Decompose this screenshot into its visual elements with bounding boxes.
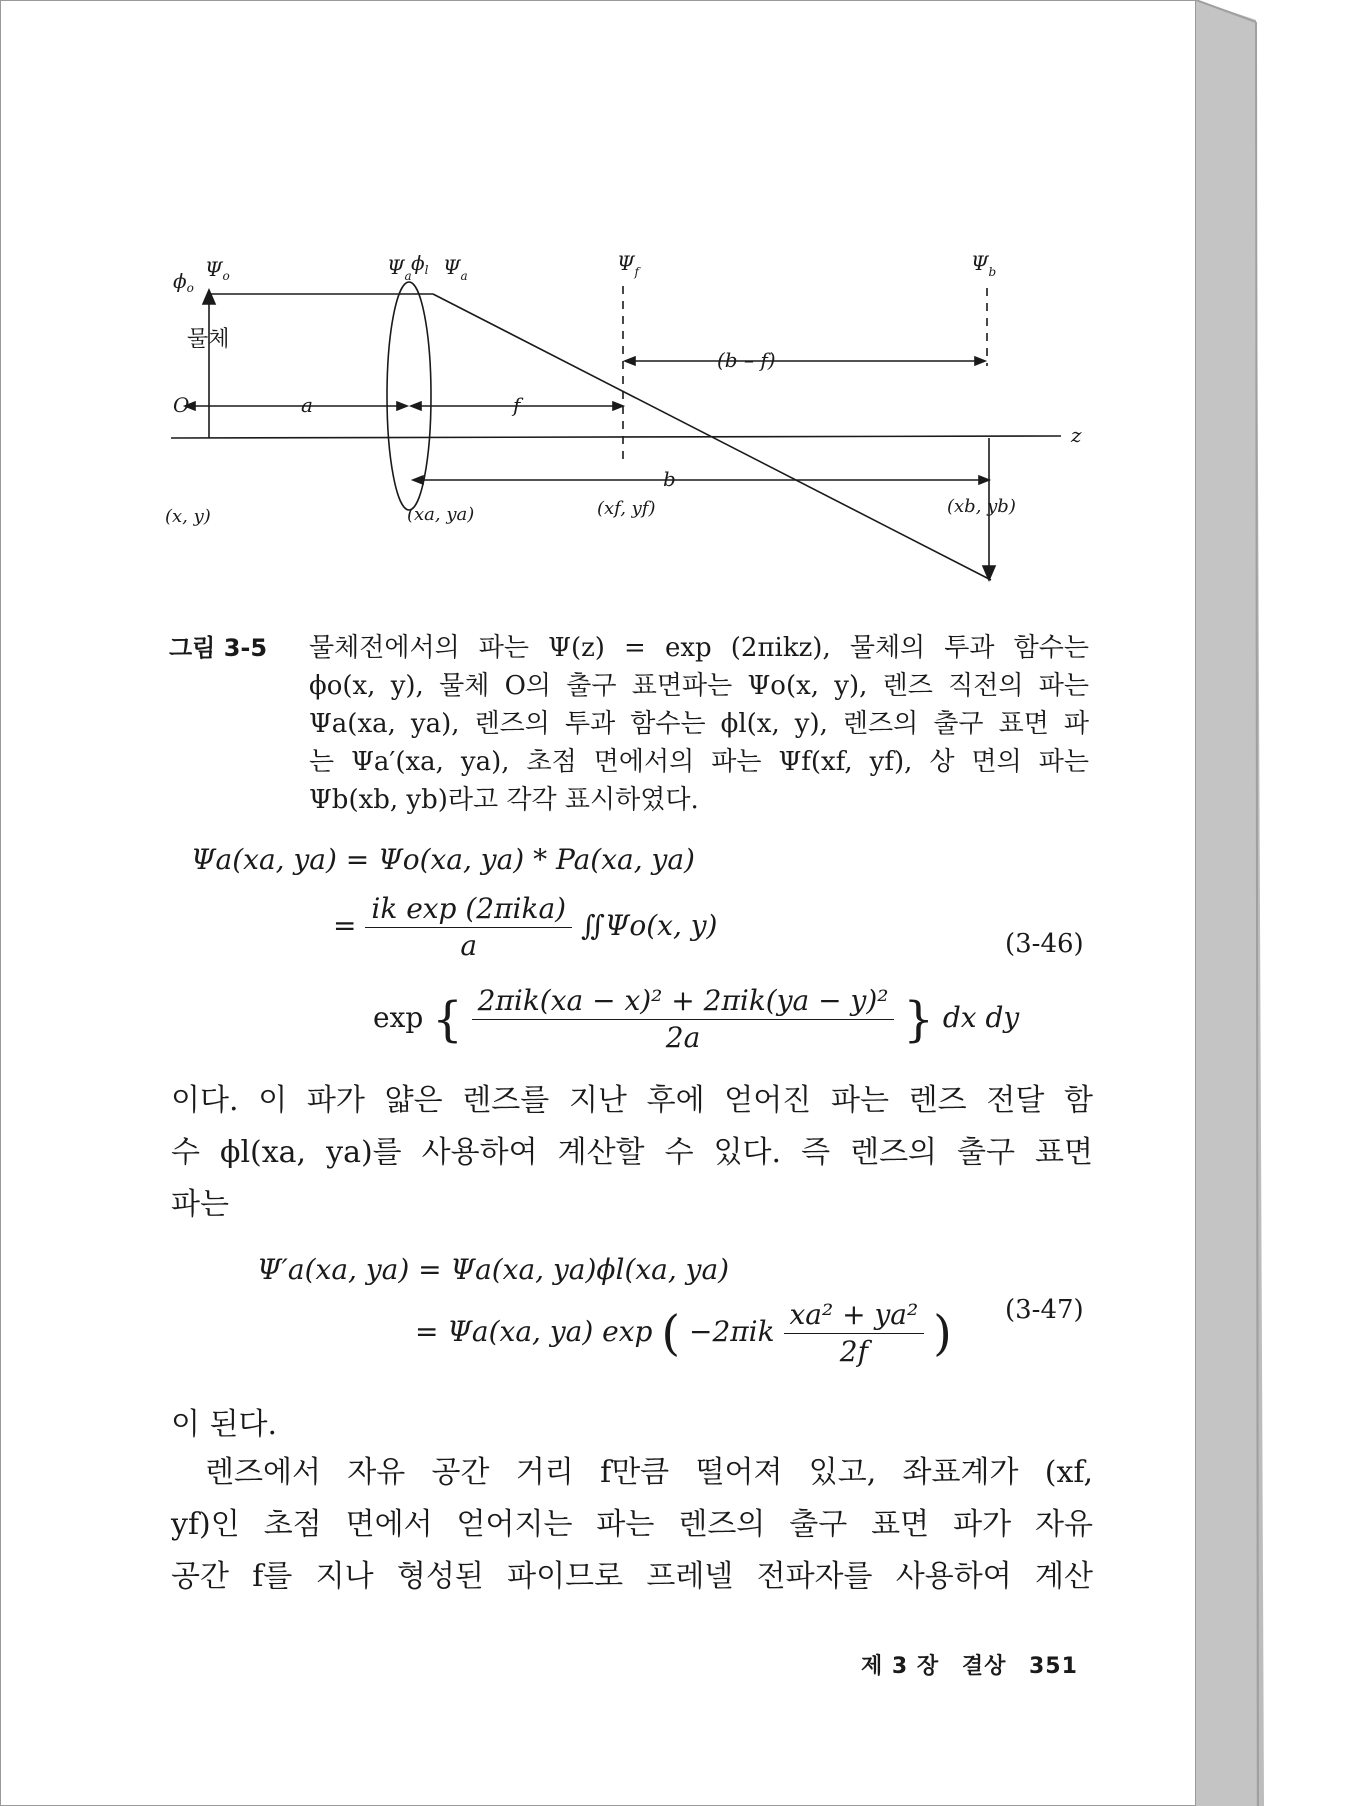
coord-lens: (xa, ya)	[407, 504, 475, 525]
paragraph-1	[171, 1075, 1093, 1231]
eq-347-fraction	[784, 1297, 925, 1370]
right-paren: )	[933, 1305, 952, 1362]
chapter-title: 결상	[961, 1654, 1007, 1679]
label-psi-a-right: $\Psi_a$	[443, 255, 468, 283]
eq-347-line1: Ψ′a(xa, ya) = Ψa(xa, ya)ϕl(xa, ya)	[257, 1253, 730, 1286]
integral-term: ∬Ψo(x, y)	[580, 909, 718, 942]
page-footer	[861, 1649, 1078, 1680]
paragraph-line: 파는	[171, 1187, 229, 1222]
lens-shape	[387, 282, 431, 510]
label-b-minus-f: (b – f)	[717, 348, 776, 372]
paragraph-line: 수 ϕl(xa, ya)를 사용하여 계산할 수 있다. 즉 렌즈의 출구 표면	[171, 1135, 1093, 1170]
caption-line: Ψa(xa, ya), 렌즈의 투과 함수는 ϕl(x, y), 렌즈의 출구 표면 파	[309, 709, 1089, 739]
right-brace: }	[903, 991, 934, 1048]
label-b: b	[663, 467, 676, 491]
caption-line: 는 Ψa′(xa, ya), 초점 면에서의 파는 Ψf(xf, yf), 상 면의 파는	[309, 747, 1089, 777]
caption-line: 물체전에서의 파는 Ψ(z) = exp (2πikz), 물체의 투과 함수는	[309, 633, 1089, 663]
figure-label: 그림 3-5	[169, 634, 268, 662]
image-arrowhead	[983, 566, 995, 580]
label-f: f	[513, 393, 521, 417]
left-paren: (	[661, 1305, 681, 1362]
label-z: z	[1071, 423, 1082, 447]
eq-347-coefficient: −2πik	[689, 1315, 775, 1348]
optical-axis	[171, 436, 1061, 438]
exp-numerator: 2πik(xa − x)² + 2πik(ya − y)²	[472, 983, 895, 1020]
eq-347-prefix: = Ψa(xa, ya) exp	[415, 1315, 653, 1348]
caption-text	[309, 629, 1089, 819]
eq-346-line3	[373, 983, 1019, 1056]
caption-line: ϕo(x, y), 물체 O의 출구 표면파는 Ψo(x, y), 렌즈 직전의 파는	[309, 671, 1089, 701]
label-a: a	[301, 393, 313, 417]
eq-347-denominator: 2f	[839, 1335, 868, 1368]
equation-number-347: (3-47)	[1005, 1295, 1084, 1325]
paragraph-3	[171, 1447, 1093, 1603]
equals-sign: =	[333, 909, 357, 942]
eq-346-line1: Ψa(xa, ya) = Ψo(xa, ya) * Pa(xa, ya)	[191, 843, 695, 876]
label-psi-f: $\Psi_f$	[617, 251, 639, 279]
left-brace: {	[432, 991, 463, 1048]
coord-image: (xb, yb)	[947, 496, 1016, 517]
eq-346-line2	[333, 891, 717, 964]
differentials: dx dy	[942, 1001, 1020, 1034]
paragraph-line: 공간 f를 지나 형성된 파이므로 프레넬 전파자를 사용하여 계산	[171, 1559, 1093, 1594]
caption-line: Ψb(xb, yb)라고 각각 표시하였다.	[309, 785, 699, 815]
label-psi-o: $\Psi_o$	[205, 257, 230, 283]
coord-object: (x, y)	[165, 506, 211, 527]
label-object: 물체	[187, 327, 230, 352]
exp-function: exp	[373, 1001, 424, 1034]
fraction	[365, 891, 572, 964]
label-psi-b: $\Psi_b$	[971, 251, 997, 279]
paragraph-line: 이다. 이 파가 얇은 렌즈를 지난 후에 얻어진 파는 렌즈 전달 함	[171, 1083, 1093, 1118]
fraction-numerator: ik exp (2πika)	[365, 891, 572, 928]
paragraph-line: yf)인 초점 면에서 얻어지는 파는 렌즈의 출구 표면 파가 자유	[171, 1507, 1093, 1542]
coord-focal: (xf, yf)	[597, 498, 656, 519]
exp-fraction	[472, 983, 895, 1056]
label-phi-l: $\phi_l$	[411, 251, 429, 277]
book-edge	[1196, 0, 1346, 1806]
fraction-denominator: a	[460, 929, 478, 962]
eq-347-line2	[415, 1297, 952, 1370]
chapter-label: 제 3 장	[861, 1654, 940, 1679]
object-arrowhead	[203, 290, 215, 304]
label-origin: O	[173, 393, 190, 417]
label-psi-a-left: $\Psi_a$	[387, 255, 412, 283]
eq-347-numerator: xa² + ya²	[784, 1297, 925, 1334]
paragraph-2	[171, 1399, 1093, 1451]
paragraph-line: 이 된다.	[171, 1407, 278, 1442]
label-phi-o: $\phi_o$	[173, 269, 194, 295]
paragraph-line: 렌즈에서 자유 공간 거리 f만큼 떨어져 있고, 좌표계가 (xf,	[205, 1455, 1093, 1490]
equation-number-346: (3-46)	[1005, 929, 1084, 959]
page-number: 351	[1029, 1654, 1078, 1679]
lens-imaging-diagram	[151, 251, 1111, 616]
exp-denominator: 2a	[665, 1021, 701, 1054]
